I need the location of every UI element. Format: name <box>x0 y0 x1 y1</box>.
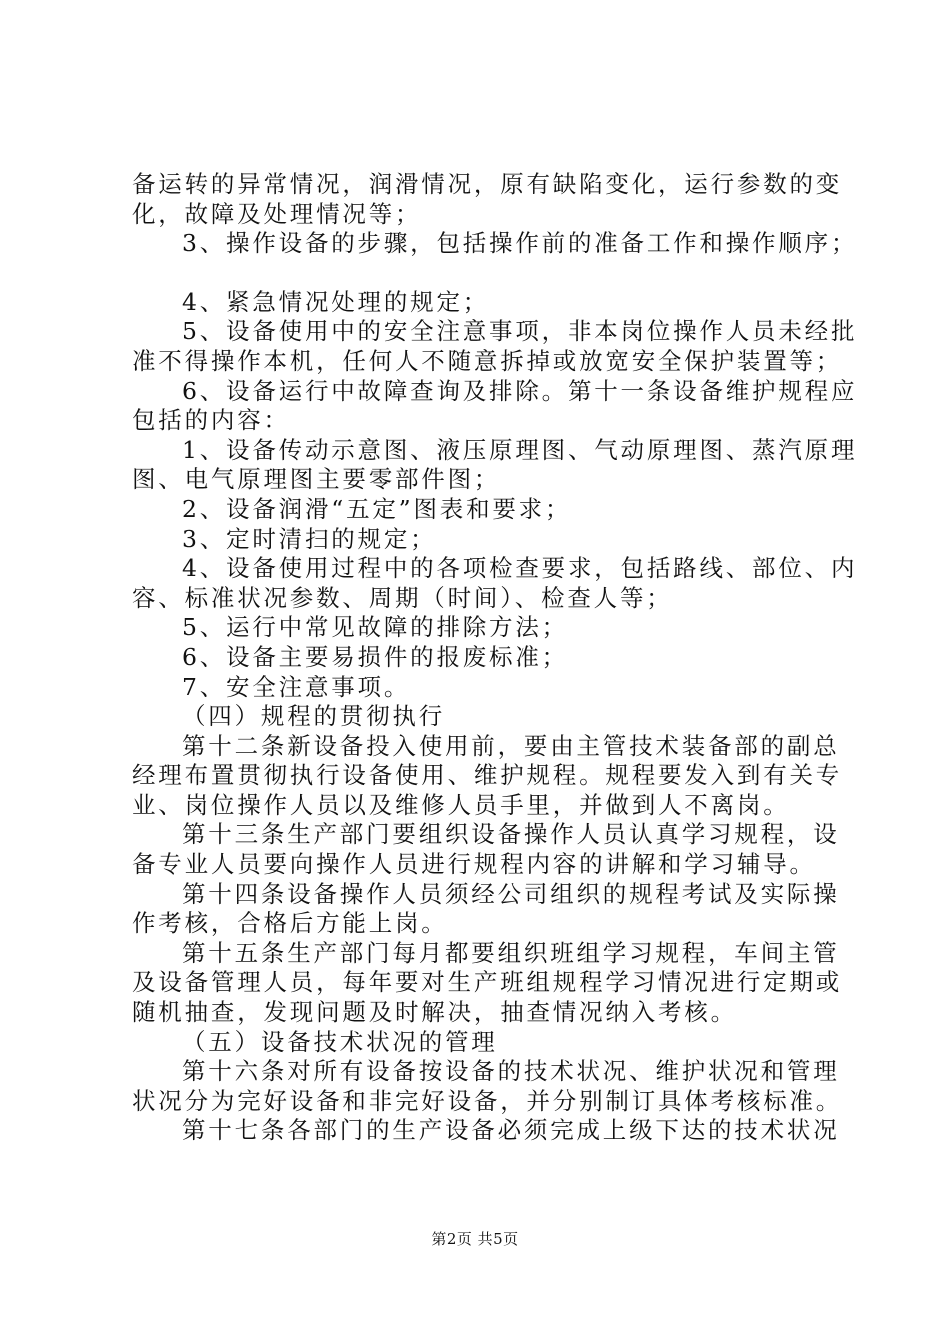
text-line: 3、定时清扫的规定； <box>182 524 437 553</box>
text-line: 作考核，合格后方能上岗。 <box>132 909 448 938</box>
section-heading: （四）规程的贯彻执行 <box>182 702 445 731</box>
text-line: 第十四条设备操作人员须经公司组织的规程考试及实际操 <box>182 879 840 908</box>
text-line: 1、设备传动示意图、液压原理图、气动原理图、蒸汽原理 <box>182 435 858 464</box>
text-line: 3、操作设备的步骤，包括操作前的准备工作和操作顺序； <box>182 229 858 258</box>
text-line: 4、紧急情况处理的规定； <box>182 287 490 316</box>
text-line: 备运转的异常情况，润滑情况，原有缺陷变化，运行参数的变 <box>132 170 843 198</box>
text-line: 6、设备运行中故障查询及排除。第十一条设备维护规程应 <box>182 376 858 405</box>
text-line: 准不得操作本机，任何人不随意拆掉或放宽安全保护装置等； <box>132 346 843 375</box>
text-line: 备专业人员要向操作人员进行规程内容的讲解和学习辅导。 <box>132 850 816 879</box>
text-line: 容、标准状况参数、周期（时间）、检查人等； <box>132 583 673 612</box>
text-line: 第十七条各部门的生产设备必须完成上级下达的技术状况 <box>182 1116 840 1145</box>
text-line: 及设备管理人员，每年要对生产班组规程学习情况进行定期或 <box>132 968 843 997</box>
text-line: 第十三条生产部门要组织设备操作人员认真学习规程，设 <box>182 820 840 849</box>
text-line: 随机抽查，发现问题及时解决，抽查情况纳入考核。 <box>132 998 737 1027</box>
text-line: 第十二条新设备投入使用前，要由主管技术装备部的副总 <box>182 731 840 760</box>
text-line: 经理布置贯彻执行设备使用、维护规程。规程要发入到有关专 <box>132 761 843 790</box>
blank-line <box>132 259 832 288</box>
text-line: 化，故障及处理情况等； <box>132 199 422 228</box>
document-body <box>132 170 858 1146</box>
text-line: 2、设备润滑“五定”图表和要求； <box>182 494 572 523</box>
text-line: 第十五条生产部门每月都要组织班组学习规程，车间主管 <box>182 938 840 967</box>
text-line: 包括的内容： <box>132 406 290 435</box>
page-number-footer: 第2页 共5页 <box>431 1230 519 1248</box>
text-line: 第十六条对所有设备按设备的技术状况、维护状况和管理 <box>182 1057 840 1086</box>
text-line: 业、岗位操作人员以及维修人员手里，并做到人不离岗。 <box>132 790 790 819</box>
text-line: 6、设备主要易损件的报废标准； <box>182 642 568 671</box>
text-line: 5、运行中常见故障的排除方法； <box>182 613 568 642</box>
text-line: 5、设备使用中的安全注意事项，非本岗位操作人员未经批 <box>182 317 858 346</box>
text-line: 4、设备使用过程中的各项检查要求，包括路线、部位、内 <box>182 554 858 583</box>
text-line: 7、安全注意事项。 <box>182 672 411 701</box>
text-line: 状况分为完好设备和非完好设备，并分别制订具体考核标准。 <box>132 1086 843 1115</box>
text-line: 图、电气原理图主要零部件图； <box>132 465 501 494</box>
section-heading: （五）设备技术状况的管理 <box>182 1027 498 1056</box>
